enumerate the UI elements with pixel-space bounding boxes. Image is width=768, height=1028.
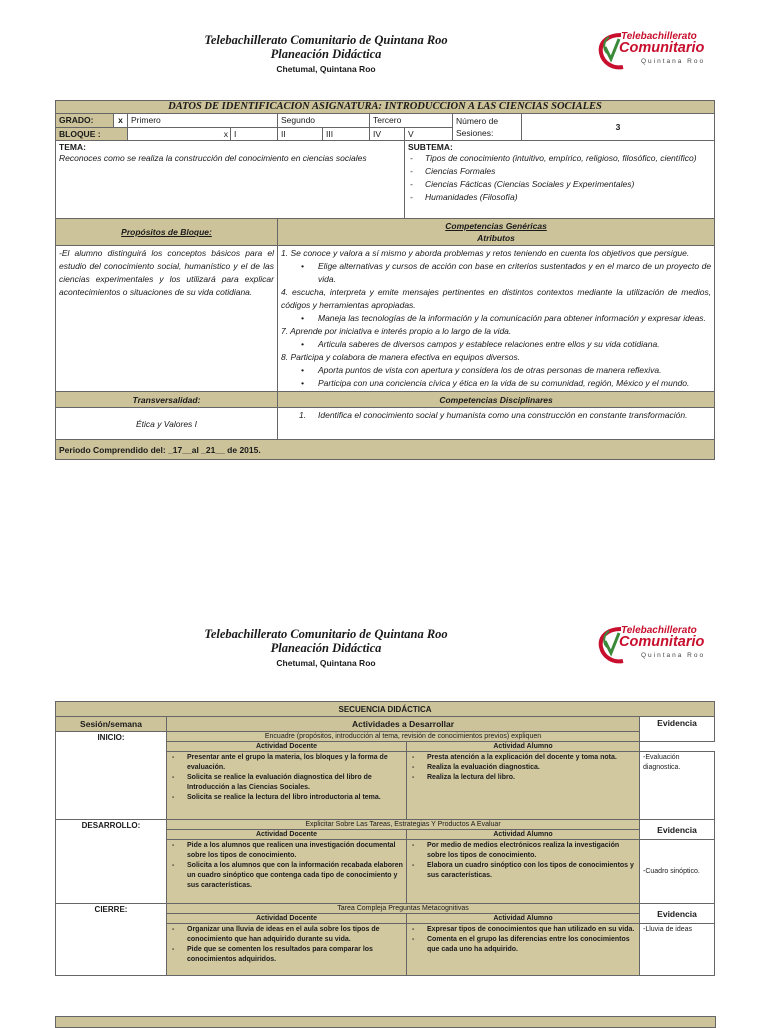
logo-text-main: Comunitario [619,634,705,650]
atributo-item: • Maneja las tecnologías de la información y la comunicación para obtener información y expresar ideas. [281,312,711,325]
sesiones-label: Número de Sesiones: [453,114,522,140]
cierre-header: Tarea Compleja Preguntas Metacognitivas [167,904,640,914]
bloque-mark: x [128,127,231,141]
page-header [0,33,768,93]
atributos-label: Atributos [477,233,515,243]
competencias-label: Competencias Genéricas [445,221,547,231]
logo-text-sub: Quintana Roo [641,652,706,659]
bloque-iv: IV [370,127,405,141]
desarrollo-evidencia-label: Evidencia [640,820,715,840]
institution-logo [597,623,707,665]
inicio-docente [167,752,407,820]
sesiones-value: 3 [615,122,621,132]
list-item: - Realiza la evaluación diagnostica. [410,763,636,773]
subtema-label: SUBTEMA: [408,142,453,152]
disciplinar-cell [278,408,715,440]
identification-table [55,100,715,460]
list-item: - Por medio de medios electrónicos realiza la investigación sobre los tipos de conocimiento. [410,841,636,861]
list-item: - Presta atención a la explicación del docente y toma nota. [410,753,636,763]
tema-text: Reconoces como se realiza la construcción del conocimiento en ciencias sociales [59,153,367,163]
competencia-4: 4. escucha, interpreta y emite mensajes pertinentes en distintos contextos mediante la utilización de medios, códigos y herramientas apropiadas. [281,287,712,310]
list-item: - Solicita se realice la lectura del libro introductoria al tema. [170,793,403,803]
transversalidad-text: Ética y Valores I [56,408,278,440]
cierre-docente-label: Actividad Docente [167,914,407,924]
list-item: - Expresar tipos de conocimientos que han utilizado en su vida. [410,925,636,935]
grado-primero: Primero [128,114,278,128]
institution-title: Telebachillerato Comunitario de Quintana Roo [204,627,448,641]
desarrollo-alumno-label: Actividad Alumno [407,830,640,840]
subtema-cell [405,141,715,219]
desarrollo-docente-label: Actividad Docente [167,830,407,840]
logo-text-top: Telebachillerato [621,31,697,42]
page-header-2 [0,627,768,687]
col-actividades: Actividades a Desarrollar [167,717,640,732]
disciplinar-number: 1. [299,410,307,420]
cierre-alumno [407,924,640,976]
secuencia-table [55,701,715,976]
disciplinar-text: Identifica el conocimiento social y humanista como una construcción en constante transformación. [318,410,688,420]
atributo-item: • Articula saberes de diversos campos y establece relaciones entre ellos y su vida cotidiana. [281,338,711,351]
grado-tercero: Tercero [370,114,453,128]
document-title: Planeación Didáctica [270,641,382,655]
grado-segundo: Segundo [278,114,370,128]
logo-text-main: Comunitario [619,40,705,56]
periodo-text: Periodo Comprendido del: _17__al _21__ de 2015. [56,440,715,460]
atributo-item: • Elige alternativas y cursos de acción con base en criterios sustentados y en el marco de un proyecto de vida. [281,260,711,286]
list-item: - Pide a los alumnos que realicen una investigación documental sobre los tipos de conocimiento. [170,841,403,861]
subtema-list [408,152,711,204]
inicio-alumno-label: Actividad Alumno [407,742,640,752]
list-item: - Solicita se realice la evaluación diagnostica del libro de Introducción a las Ciencias Sociales. [170,773,403,793]
bloque-label: BLOQUE : [56,127,128,141]
list-item: - Organizar una lluvia de ideas en el aula sobre los tipos de conocimiento que han adquirido durante su vida. [170,925,403,945]
grado-label: GRADO: [56,114,114,128]
institution-title: Telebachillerato Comunitario de Quintana Roo [204,33,448,47]
institution-logo [597,29,707,71]
tema-label: TEMA: [59,142,86,152]
desarrollo-label: DESARROLLO: [56,820,167,904]
list-item: - Ciencias Formales [408,165,711,178]
document-title: Planeación Didáctica [270,47,382,61]
list-item: - Tipos de conocimiento (intuitivo, empírico, religioso, filosófico, científico) [408,152,711,165]
cierre-alumno-label: Actividad Alumno [407,914,640,924]
disciplinares-label: Competencias Disciplinares [278,392,715,408]
transversalidad-label: Transversalidad: [56,392,278,408]
competencia-7: 7. Aprende por iniciativa e interés propio a lo largo de la vida. [281,326,512,336]
bloque-i: I [231,127,278,141]
list-item: - Solicita a los alumnos que con la información recabada elaboren un cuadro sinóptico que contenga cada tipo de conocimiento y sus características. [170,861,403,891]
bloque-v: V [405,127,453,141]
atributo-item: • Participa con una conciencia cívica y ética en la vida de su comunidad, región, México y el mundo. [281,377,711,390]
propositos-text: -El alumno distinguirá los conceptos básicos para el estudio del conocimiento social, humanístico y el de las ciencias experimentales y los utilizará para explicar acontecimientos o situaciones de su vida cotidiana. [56,246,278,392]
desarrollo-header: Explicitar Sobre Las Tareas, Estrategias Y Productos A Evaluar [167,820,640,830]
competencias-text [278,246,715,392]
list-item: - Pide que se comenten los resultados para comparar los conocimientos adquiridos. [170,945,403,965]
list-item: - Comenta en el grupo las diferencias entre los conocimientos que cada uno ha adquirido. [410,935,636,955]
list-item: - Ciencias Fácticas (Ciencias Sociales y Experimentales) [408,178,711,191]
inicio-alumno [407,752,640,820]
cierre-label: CIERRE: [56,904,167,976]
col-evidencia: Evidencia [640,717,715,742]
competencia-8: 8. Participa y colabora de manera efectiva en equipos diversos. [281,352,521,362]
inicio-header: Encuadre (propósitos, introducción al tema, revisión de conocimientos previos) expliquen [167,732,640,742]
competencias-header [278,219,715,246]
col-sesion: Sesión/semana [56,717,167,732]
competencia-1: 1. Se conoce y valora a sí mismo y aborda problemas y retos teniendo en cuenta los objetivos que persigue. [281,248,690,258]
list-item: - Realiza la lectura del libro. [410,773,636,783]
inicio-label: INICIO: [56,732,167,820]
next-section-header [55,1016,716,1028]
inicio-evidencia: -Evaluación diagnostica. [640,752,715,820]
cierre-evidencia-label: Evidencia [640,904,715,924]
desarrollo-alumno [407,840,640,904]
secuencia-title: SECUENCIA DIDÁCTICA [56,702,715,717]
list-item: - Elabora un cuadro sinóptico con los tipos de conocimientos y sus características. [410,861,636,881]
bloque-ii: II [278,127,323,141]
atributo-item: • Aporta puntos de vista con apertura y considera los de otras personas de manera reflexiva. [281,364,711,377]
tema-cell [56,141,405,219]
propositos-label: Propósitos de Bloque: [56,219,278,246]
list-item: - Presentar ante el grupo la materia, los bloques y la forma de evaluación. [170,753,403,773]
logo-text-top: Telebachillerato [621,625,697,636]
location: Chetumal, Quintana Roo [276,658,376,668]
bloque-iii: III [323,127,370,141]
list-item: - Humanidades (Filosofía) [408,191,711,204]
identification-title: DATOS DE IDENTIFICACION ASIGNATURA: INTRODUCCION A LAS CIENCIAS SOCIALES [56,101,715,114]
cierre-evidencia: -Lluvia de ideas [640,924,715,976]
desarrollo-docente [167,840,407,904]
logo-text-sub: Quintana Roo [641,58,706,65]
grado-mark: x [114,114,128,128]
cierre-docente [167,924,407,976]
desarrollo-evidencia: -Cuadro sinóptico. [640,840,715,904]
location: Chetumal, Quintana Roo [276,64,376,74]
inicio-docente-label: Actividad Docente [167,742,407,752]
